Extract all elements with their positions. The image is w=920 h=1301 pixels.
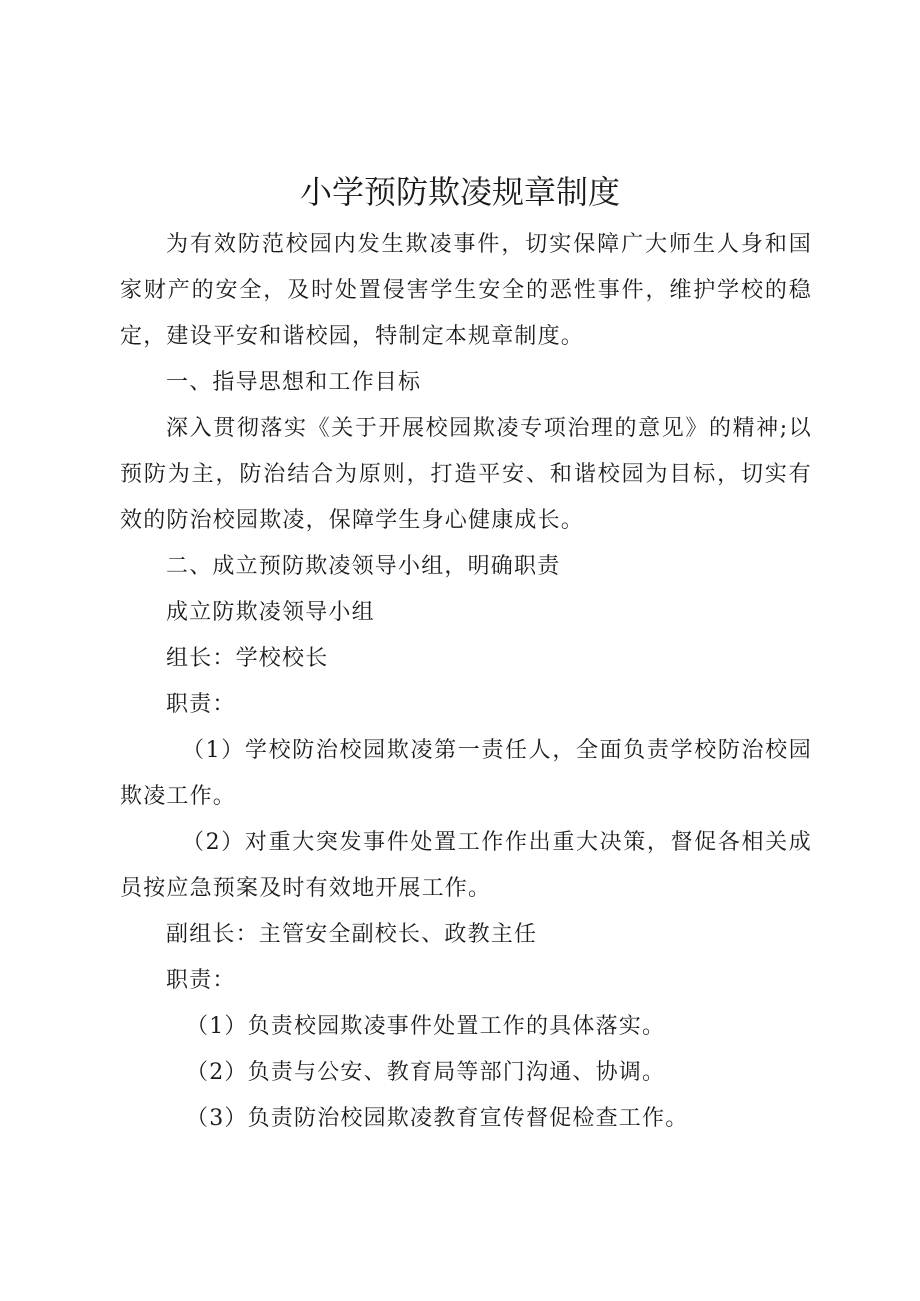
deputy-duties-label: 职责： [166,968,236,993]
intro-paragraph: 为有效防范校园内发生欺凌事件，切实保障广大师生人身和国家财产的安全，及时处置侵害学生安全的恶性事件，维护学校的稳定，建设平安和谐校园，特制定本规章制度。 [120,232,812,349]
leader-duty-item: （1）学校防治校园欺凌第一责任人，全面负责学校防治校园欺凌工作。 [120,738,812,809]
deputy-duty-item: （1）负责校园欺凌事件处置工作的具体落实。 [186,1014,666,1039]
page-title: 小学预防欺凌规章制度 [299,173,620,211]
section-1-paragraph: 深入贯彻落实《关于开展校园欺凌专项治理的意见》的精神;以预防为主，防治结合为原则，打造平安、和谐校园为目标，切实有效的防治校园欺凌，保障学生身心健康成长。 [120,416,812,533]
section-2-heading: 二、成立预防欺凌领导小组，明确职责 [166,554,561,579]
deputy-line: 副组长：主管安全副校长、政教主任 [166,922,538,947]
deputy-duty-item: （3）负责防治校园欺凌教育宣传督促检查工作。 [186,1106,689,1131]
document-body [120,222,812,1142]
leader-duty-item: （2）对重大突发事件处置工作作出重大决策，督促各相关成员按应急预案及时有效地开展工作。 [120,830,812,901]
leader-line: 组长：学校校长 [166,646,329,671]
deputy-duty-item: （2）负责与公安、教育局等部门沟通、协调。 [186,1060,666,1085]
section-1-heading: 一、指导思想和工作目标 [166,370,422,395]
leader-duties-label: 职责： [166,692,236,717]
group-title: 成立防欺凌领导小组 [166,600,375,625]
